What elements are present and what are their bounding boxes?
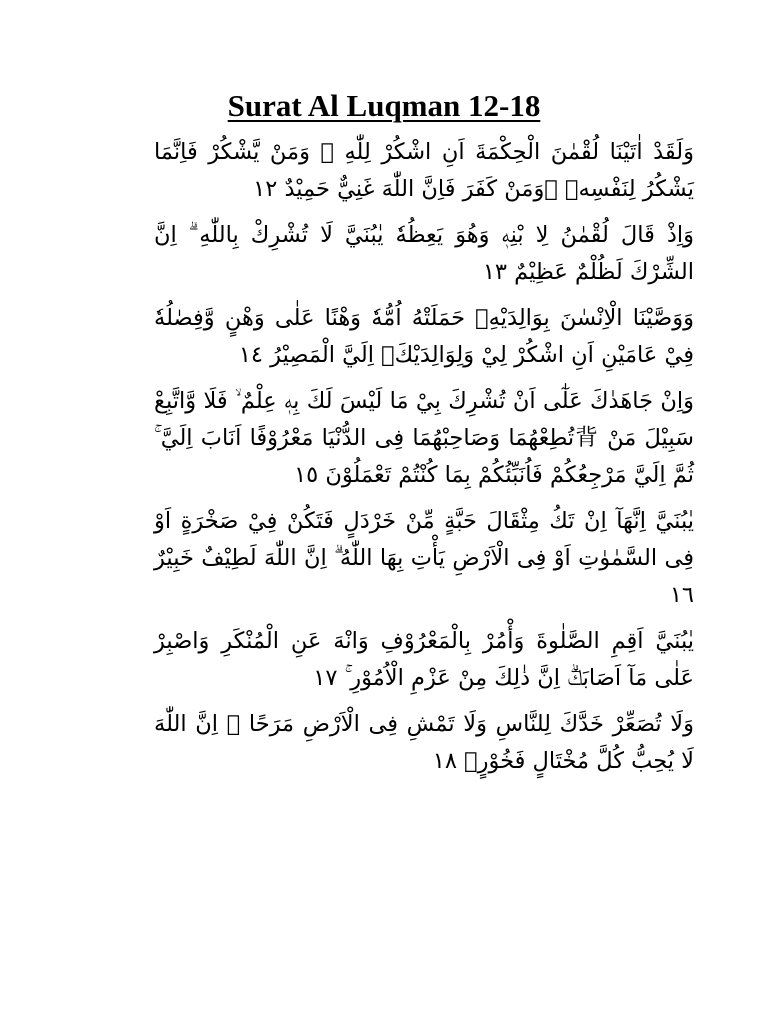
verse-13: وَاِذْ قَالَ لُقْمٰنُ لِا بْنِهٖ وَهُوَ يَعِظُهٗ يٰبُنَيَّ لَا تُشْرِكْ بِاللّٰهِ ۗ اِنَّ الشِّرْكَ لَظُلْمٌ عَظِيْمٌ ١٣ xyxy=(154,222,694,285)
verse-12: وَلَقَدْ اٰتَيْنَا لُقْمٰنَ الْحِكْمَةَ اَنِ اشْكُرْ لِلّٰهِ ۗ وَمَنْ يَّشْكُرْ فَاِنَّمَا يَشْكُرُ لِنَفْسِهٖ ۚوَمَنْ كَفَرَ فَاِنَّ اللّٰهَ غَنِيٌّ حَمِيْدٌ ١٢ xyxy=(154,139,694,202)
verse-16: يٰبُنَيَّ اِنَّهَآ اِنْ تَكُ مِثْقَالَ حَبَّةٍ مِّنْ خَرْدَلٍ فَتَكُنْ فِيْ صَخْرَةٍ اَوْ فِى السَّمٰوٰتِ اَوْ فِى الْاَرْضِ يَأْتِ بِهَا اللّٰهُ ۗ اِنَّ اللّٰهَ لَطِيْفٌ خَبِيْرٌ ١٦ xyxy=(154,508,694,608)
verse-17: يٰبُنَيَّ اَقِمِ الصَّلٰوةَ وَأْمُرْ بِالْمَعْرُوْفِ وَانْهَ عَنِ الْمُنْكَرِ وَاصْبِرْ عَلٰى مَآ اَصَابَكَۗ اِنَّ ذٰلِكَ مِنْ عَزْمِ الْاُمُوْرِ ۚ ١٧ xyxy=(154,628,694,691)
page-title: Surat Al Luqman 12-18 xyxy=(227,88,541,123)
verse-18: وَلَا تُصَعِّرْ خَدَّكَ لِلنَّاسِ وَلَا تَمْشِ فِى الْاَرْضِ مَرَحًا ۗ اِنَّ اللّٰهَ لَا يُحِبُّ كُلَّ مُخْتَالٍ فَخُوْرٍۚ ١٨ xyxy=(154,711,694,774)
verse-15: وَاِنْ جَاهَدٰكَ عَلٰٓى اَنْ تُشْرِكَ بِيْ مَا لَيْسَ لَكَ بِهٖ عِلْمٌ ۙ فَلَا وَّاتَّبِعْ سَبِيْلَ مَنْ 背تُطِعْهُمَا وَصَاحِبْهُمَا فِى الدُّنْيَا مَعْرُوْفًا اَنَابَ اِلَيَّ ۚ ثُمَّ اِلَيَّ مَرْجِعُكُمْ فَاُنَبِّئُكُمْ بِمَا كُنْتُمْ تَعْمَلُوْنَ ١٥ xyxy=(154,388,694,488)
verse-list xyxy=(154,134,694,789)
verse-14: وَوَصَّيْنَا الْاِنْسٰنَ بِوَالِدَيْهِۚ حَمَلَتْهُ اُمُّهٗ وَهْنًا عَلٰى وَهْنٍ وَّفِصٰلُهٗ فِيْ عَامَيْنِ اَنِ اشْكُرْ لِيْ وَلِوَالِدَيْكَۗ اِلَيَّ الْمَصِيْرُ ١٤ xyxy=(154,305,694,368)
